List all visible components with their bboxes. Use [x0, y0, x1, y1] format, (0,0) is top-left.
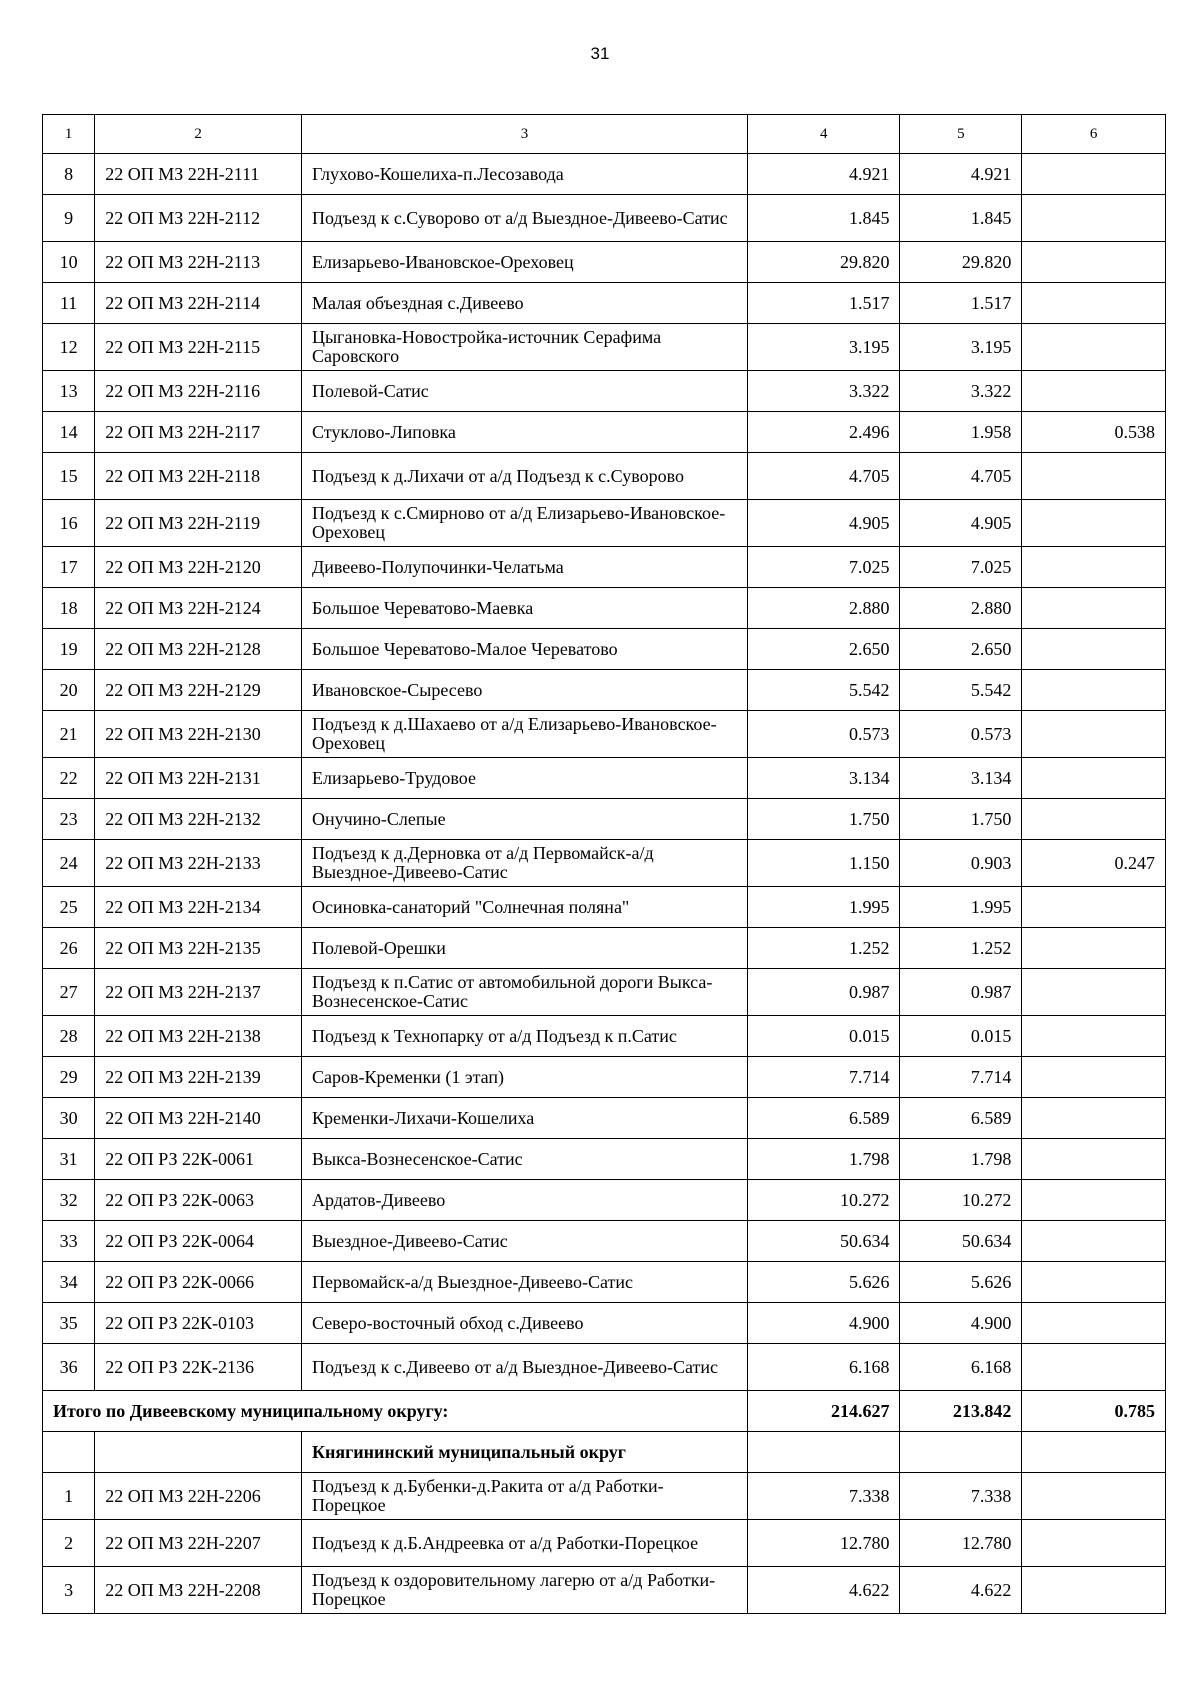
length-col5: 1.845: [900, 195, 1022, 242]
row-number: 21: [43, 711, 95, 758]
length-total: 4.921: [748, 154, 900, 195]
road-name: Подъезд к с.Дивеево от а/д Выездное-Дивеево-Сатис: [301, 1344, 747, 1391]
road-name: Северо-восточный обход с.Дивеево: [301, 1303, 747, 1344]
empty-cell: [748, 1432, 900, 1473]
length-col5: 7.714: [900, 1057, 1022, 1098]
length-col5: 1.798: [900, 1139, 1022, 1180]
length-col6: [1022, 887, 1166, 928]
table-row: [43, 928, 1166, 969]
length-col5: 0.903: [900, 840, 1022, 887]
length-col6: [1022, 711, 1166, 758]
road-name: Подъезд к с.Суворово от а/д Выездное-Дивеево-Сатис: [301, 195, 747, 242]
table-row: [43, 1520, 1166, 1567]
row-number: 24: [43, 840, 95, 887]
table-row: [43, 840, 1166, 887]
road-name: Осиновка-санаторий "Солнечная поляна": [301, 887, 747, 928]
road-name: Ардатов-Дивеево: [301, 1180, 747, 1221]
road-name: Онучино-Слепые: [301, 799, 747, 840]
length-total: 0.987: [748, 969, 900, 1016]
length-total: 1.252: [748, 928, 900, 969]
table-row: [43, 453, 1166, 500]
length-col6: [1022, 1520, 1166, 1567]
length-total: 2.880: [748, 588, 900, 629]
length-col6: [1022, 283, 1166, 324]
row-number: 13: [43, 371, 95, 412]
length-total: 4.900: [748, 1303, 900, 1344]
length-col5: 4.905: [900, 500, 1022, 547]
length-col5: 5.626: [900, 1262, 1022, 1303]
length-col5: 29.820: [900, 242, 1022, 283]
road-name: Подъезд к п.Сатис от автомобильной дороги Выкса-Вознесенское-Сатис: [301, 969, 747, 1016]
column-header: 3: [301, 115, 747, 154]
length-col5: 4.622: [900, 1567, 1022, 1614]
road-name: Глухово-Кошелиха-п.Лесозавода: [301, 154, 747, 195]
column-header: 2: [95, 115, 302, 154]
table-row: [43, 969, 1166, 1016]
column-header: 4: [748, 115, 900, 154]
road-name: Выездное-Дивеево-Сатис: [301, 1221, 747, 1262]
row-number: 34: [43, 1262, 95, 1303]
length-total: 5.542: [748, 670, 900, 711]
table-row: [43, 887, 1166, 928]
row-number: 14: [43, 412, 95, 453]
length-col6: [1022, 969, 1166, 1016]
length-total: 7.714: [748, 1057, 900, 1098]
length-col5: 0.015: [900, 1016, 1022, 1057]
length-col6: [1022, 1057, 1166, 1098]
road-code: 22 ОП РЗ 22К-2136: [95, 1344, 302, 1391]
length-col5: 3.195: [900, 324, 1022, 371]
column-header: 6: [1022, 115, 1166, 154]
length-total: 3.195: [748, 324, 900, 371]
length-col6: [1022, 371, 1166, 412]
page-number: 31: [590, 44, 610, 63]
section-title: Княгининский муниципальный округ: [301, 1432, 747, 1473]
table-row: [43, 1262, 1166, 1303]
road-name: Подъезд к оздоровительному лагерю от а/д Работки-Порецкое: [301, 1567, 747, 1614]
length-total: 1.798: [748, 1139, 900, 1180]
row-number: 15: [43, 453, 95, 500]
road-code: 22 ОП РЗ 22К-0066: [95, 1262, 302, 1303]
length-total: 2.650: [748, 629, 900, 670]
road-code: 22 ОП МЗ 22Н-2137: [95, 969, 302, 1016]
table-row: [43, 1057, 1166, 1098]
length-col5: 1.252: [900, 928, 1022, 969]
row-number: 32: [43, 1180, 95, 1221]
road-code: 22 ОП МЗ 22Н-2117: [95, 412, 302, 453]
road-code: 22 ОП МЗ 22Н-2139: [95, 1057, 302, 1098]
length-col5: 7.025: [900, 547, 1022, 588]
section-row: [43, 1432, 1166, 1473]
length-total: 1.517: [748, 283, 900, 324]
road-code: 22 ОП МЗ 22Н-2118: [95, 453, 302, 500]
road-code: 22 ОП МЗ 22Н-2114: [95, 283, 302, 324]
row-number: 9: [43, 195, 95, 242]
table-row: [43, 758, 1166, 799]
length-col6: [1022, 1303, 1166, 1344]
length-col5: 5.542: [900, 670, 1022, 711]
length-col5: 6.168: [900, 1344, 1022, 1391]
road-name: Первомайск-а/д Выездное-Дивеево-Сатис: [301, 1262, 747, 1303]
row-number: 16: [43, 500, 95, 547]
road-name: Подъезд к д.Дерновка от а/д Первомайск-а/д Выездное-Дивеево-Сатис: [301, 840, 747, 887]
length-total: 12.780: [748, 1520, 900, 1567]
road-name: Цыгановка-Новостройка-источник Серафима Саровского: [301, 324, 747, 371]
length-col6: [1022, 588, 1166, 629]
table-row: [43, 799, 1166, 840]
road-code: 22 ОП РЗ 22К-0064: [95, 1221, 302, 1262]
road-code: 22 ОП МЗ 22Н-2206: [95, 1473, 302, 1520]
row-number: 36: [43, 1344, 95, 1391]
empty-cell: [95, 1432, 302, 1473]
length-col5: 4.921: [900, 154, 1022, 195]
length-col5: 10.272: [900, 1180, 1022, 1221]
length-col6: [1022, 1473, 1166, 1520]
empty-cell: [900, 1432, 1022, 1473]
row-number: 35: [43, 1303, 95, 1344]
road-code: 22 ОП МЗ 22Н-2120: [95, 547, 302, 588]
length-col6: [1022, 799, 1166, 840]
road-name: Полевой-Сатис: [301, 371, 747, 412]
road-name: Малая объездная с.Дивеево: [301, 283, 747, 324]
row-number: 3: [43, 1567, 95, 1614]
length-col6: [1022, 1221, 1166, 1262]
column-header: 5: [900, 115, 1022, 154]
length-total: 6.589: [748, 1098, 900, 1139]
table-row: [43, 1016, 1166, 1057]
length-col5: 7.338: [900, 1473, 1022, 1520]
total-col5: 213.842: [900, 1391, 1022, 1432]
total-col6: 0.785: [1022, 1391, 1166, 1432]
length-col6: [1022, 629, 1166, 670]
road-name: Большое Череватово-Маевка: [301, 588, 747, 629]
row-number: 20: [43, 670, 95, 711]
table-row: [43, 324, 1166, 371]
table-row: [43, 588, 1166, 629]
length-col6: [1022, 500, 1166, 547]
length-total: 1.845: [748, 195, 900, 242]
length-col6: [1022, 1098, 1166, 1139]
table-row: [43, 1221, 1166, 1262]
length-total: 1.150: [748, 840, 900, 887]
length-col5: 1.958: [900, 412, 1022, 453]
length-total: 1.995: [748, 887, 900, 928]
row-number: 26: [43, 928, 95, 969]
length-total: 0.015: [748, 1016, 900, 1057]
table-row: [43, 195, 1166, 242]
length-total: 4.905: [748, 500, 900, 547]
length-col6: [1022, 928, 1166, 969]
length-col5: 4.900: [900, 1303, 1022, 1344]
length-total: 2.496: [748, 412, 900, 453]
row-number: 11: [43, 283, 95, 324]
road-code: 22 ОП МЗ 22Н-2116: [95, 371, 302, 412]
road-name: Елизарьево-Трудовое: [301, 758, 747, 799]
row-number: 25: [43, 887, 95, 928]
road-code: 22 ОП МЗ 22Н-2135: [95, 928, 302, 969]
column-number-row: [43, 115, 1166, 154]
table-row: [43, 283, 1166, 324]
road-code: 22 ОП МЗ 22Н-2138: [95, 1016, 302, 1057]
road-code: 22 ОП МЗ 22Н-2128: [95, 629, 302, 670]
length-col6: 0.247: [1022, 840, 1166, 887]
road-name: Подъезд к д.Бубенки-д.Ракита от а/д Работки-Порецкое: [301, 1473, 747, 1520]
road-name: Ивановское-Сыресево: [301, 670, 747, 711]
row-number: 2: [43, 1520, 95, 1567]
length-col6: [1022, 324, 1166, 371]
length-col5: 1.995: [900, 887, 1022, 928]
length-col5: 1.750: [900, 799, 1022, 840]
length-col6: [1022, 1344, 1166, 1391]
length-col5: 12.780: [900, 1520, 1022, 1567]
table-row: [43, 1567, 1166, 1614]
length-col5: 0.987: [900, 969, 1022, 1016]
length-col6: [1022, 1139, 1166, 1180]
road-code: 22 ОП МЗ 22Н-2207: [95, 1520, 302, 1567]
length-total: 7.338: [748, 1473, 900, 1520]
road-code: 22 ОП МЗ 22Н-2113: [95, 242, 302, 283]
length-col5: 50.634: [900, 1221, 1022, 1262]
row-number: 1: [43, 1473, 95, 1520]
table-row: [43, 242, 1166, 283]
total-col4: 214.627: [748, 1391, 900, 1432]
roads-table-body: [43, 115, 1166, 1614]
road-code: 22 ОП МЗ 22Н-2140: [95, 1098, 302, 1139]
row-number: 10: [43, 242, 95, 283]
road-code: 22 ОП МЗ 22Н-2129: [95, 670, 302, 711]
table-row: [43, 629, 1166, 670]
road-code: 22 ОП МЗ 22Н-2112: [95, 195, 302, 242]
roads-table: [42, 114, 1166, 1614]
road-name: Подъезд к с.Смирново от а/д Елизарьево-Ивановское-Ореховец: [301, 500, 747, 547]
road-name: Саров-Кременки (1 этап): [301, 1057, 747, 1098]
road-name: Дивеево-Полупочинки-Челатьма: [301, 547, 747, 588]
length-total: 4.622: [748, 1567, 900, 1614]
table-row: [43, 371, 1166, 412]
table-row: [43, 670, 1166, 711]
road-code: 22 ОП МЗ 22Н-2132: [95, 799, 302, 840]
total-label: Итого по Дивеевскому муниципальному округу:: [43, 1391, 748, 1432]
length-total: 6.168: [748, 1344, 900, 1391]
road-code: 22 ОП РЗ 22К-0063: [95, 1180, 302, 1221]
row-number: 27: [43, 969, 95, 1016]
road-code: 22 ОП МЗ 22Н-2134: [95, 887, 302, 928]
road-name: Подъезд к Технопарку от а/д Подъезд к п.Сатис: [301, 1016, 747, 1057]
length-col5: 3.134: [900, 758, 1022, 799]
road-code: 22 ОП РЗ 22К-0061: [95, 1139, 302, 1180]
road-name: Елизарьево-Ивановское-Ореховец: [301, 242, 747, 283]
road-code: 22 ОП МЗ 22Н-2119: [95, 500, 302, 547]
row-number: 29: [43, 1057, 95, 1098]
length-col6: [1022, 1567, 1166, 1614]
road-code: 22 ОП МЗ 22Н-2133: [95, 840, 302, 887]
length-total: 3.134: [748, 758, 900, 799]
length-col6: [1022, 242, 1166, 283]
road-code: 22 ОП МЗ 22Н-2131: [95, 758, 302, 799]
row-number: 31: [43, 1139, 95, 1180]
row-number: 19: [43, 629, 95, 670]
table-row: [43, 711, 1166, 758]
length-total: 0.573: [748, 711, 900, 758]
length-col5: 2.880: [900, 588, 1022, 629]
length-total: 10.272: [748, 1180, 900, 1221]
length-col5: 4.705: [900, 453, 1022, 500]
row-number: 8: [43, 154, 95, 195]
road-name: Полевой-Орешки: [301, 928, 747, 969]
row-number: 30: [43, 1098, 95, 1139]
road-name: Подъезд к д.Б.Андреевка от а/д Работки-Порецкое: [301, 1520, 747, 1567]
length-col5: 0.573: [900, 711, 1022, 758]
table-row: [43, 547, 1166, 588]
road-code: 22 ОП МЗ 22Н-2111: [95, 154, 302, 195]
row-number: 12: [43, 324, 95, 371]
table-row: [43, 1303, 1166, 1344]
length-col6: [1022, 154, 1166, 195]
length-col5: 1.517: [900, 283, 1022, 324]
length-col6: [1022, 1016, 1166, 1057]
road-name: Большое Череватово-Малое Череватово: [301, 629, 747, 670]
row-number: 23: [43, 799, 95, 840]
length-col5: 2.650: [900, 629, 1022, 670]
road-name: Стуклово-Липовка: [301, 412, 747, 453]
table-row: [43, 1473, 1166, 1520]
length-col6: [1022, 453, 1166, 500]
table-row: [43, 500, 1166, 547]
table-row: [43, 1139, 1166, 1180]
road-code: 22 ОП МЗ 22Н-2130: [95, 711, 302, 758]
length-total: 29.820: [748, 242, 900, 283]
row-number: 17: [43, 547, 95, 588]
length-col6: 0.538: [1022, 412, 1166, 453]
length-col6: [1022, 1262, 1166, 1303]
road-code: 22 ОП МЗ 22Н-2208: [95, 1567, 302, 1614]
road-name: Кременки-Лихачи-Кошелиха: [301, 1098, 747, 1139]
length-col5: 6.589: [900, 1098, 1022, 1139]
row-number: 22: [43, 758, 95, 799]
length-col6: [1022, 195, 1166, 242]
table-row: [43, 1098, 1166, 1139]
length-col6: [1022, 547, 1166, 588]
row-number: 33: [43, 1221, 95, 1262]
table-row: [43, 1344, 1166, 1391]
table-row: [43, 1180, 1166, 1221]
length-total: 50.634: [748, 1221, 900, 1262]
road-code: 22 ОП РЗ 22К-0103: [95, 1303, 302, 1344]
length-col6: [1022, 1180, 1166, 1221]
length-total: 4.705: [748, 453, 900, 500]
length-total: 1.750: [748, 799, 900, 840]
row-number: 18: [43, 588, 95, 629]
total-row: [43, 1391, 1166, 1432]
road-code: 22 ОП МЗ 22Н-2124: [95, 588, 302, 629]
length-col6: [1022, 758, 1166, 799]
length-total: 5.626: [748, 1262, 900, 1303]
road-code: 22 ОП МЗ 22Н-2115: [95, 324, 302, 371]
road-name: Подъезд к д.Шахаево от а/д Елизарьево-Ивановское-Ореховец: [301, 711, 747, 758]
length-total: 3.322: [748, 371, 900, 412]
road-name: Выкса-Вознесенское-Сатис: [301, 1139, 747, 1180]
length-col5: 3.322: [900, 371, 1022, 412]
table-row: [43, 154, 1166, 195]
empty-cell: [43, 1432, 95, 1473]
road-name: Подъезд к д.Лихачи от а/д Подъезд к с.Суворово: [301, 453, 747, 500]
table-row: [43, 412, 1166, 453]
length-col6: [1022, 670, 1166, 711]
row-number: 28: [43, 1016, 95, 1057]
column-header: 1: [43, 115, 95, 154]
empty-cell: [1022, 1432, 1166, 1473]
length-total: 7.025: [748, 547, 900, 588]
